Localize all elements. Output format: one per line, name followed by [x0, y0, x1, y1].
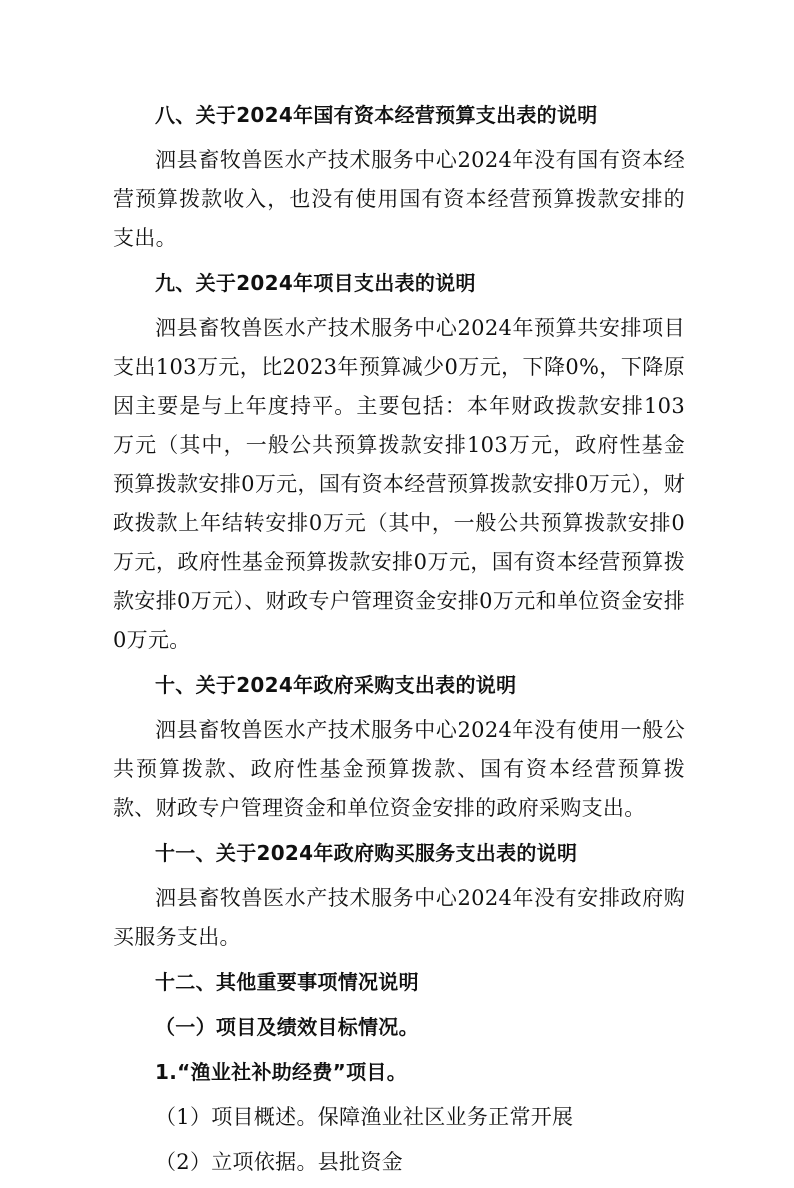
section-heading-8: 八、关于2024年国有资本经营预算支出表的说明 [155, 103, 598, 127]
project-overview-item: （1）项目概述。保障渔业社区业务正常开展 [155, 1105, 574, 1129]
section-body-11: 泗县畜牧兽医水产技术服务中心2024年没有安排政府购买服务支出。 [113, 886, 685, 949]
section-body-10: 泗县畜牧兽医水产技术服务中心2024年没有使用一般公共预算拨款、政府性基金预算拨款、国有资本经营预算拨款、财政专户管理资金和单位资金安排的政府采购支出。 [113, 718, 685, 820]
project-title: 1.“渔业社补助经费”项目。 [155, 1060, 408, 1084]
section-body-8: 泗县畜牧兽医水产技术服务中心2024年没有国有资本经营预算拨款收入，也没有使用国有资本经营预算拨款安排的支出。 [113, 148, 685, 250]
section-heading-11: 十一、关于2024年政府购买服务支出表的说明 [155, 841, 578, 865]
section-heading-12: 十二、其他重要事项情况说明 [155, 970, 419, 994]
project-basis-item: （2）立项依据。县批资金 [155, 1150, 403, 1174]
section-body-9: 泗县畜牧兽医水产技术服务中心2024年预算共安排项目支出103万元，比2023年预算减少0万元，下降0%，下降原因主要是与上年度持平。主要包括：本年财政拨款安排103万元（其中，一般公共预算拨款安排103万元，政府性基金预算拨款安排0万元，国有资本经营预算拨款安排0万元），财政拨款上年结转安排0万元（其中，一般公共预算拨款安排0万元，政府性基金预算拨款安排0万元，国有资本经营预算拨款安排0万元）、财政专户管理资金安排0万元和单位资金安排0万元。 [113, 316, 685, 652]
project-goals-subheading: （一）项目及绩效目标情况。 [155, 1015, 419, 1039]
document-body [113, 96, 685, 1188]
section-heading-9: 九、关于2024年项目支出表的说明 [155, 271, 476, 295]
section-heading-10: 十、关于2024年政府采购支出表的说明 [155, 673, 517, 697]
